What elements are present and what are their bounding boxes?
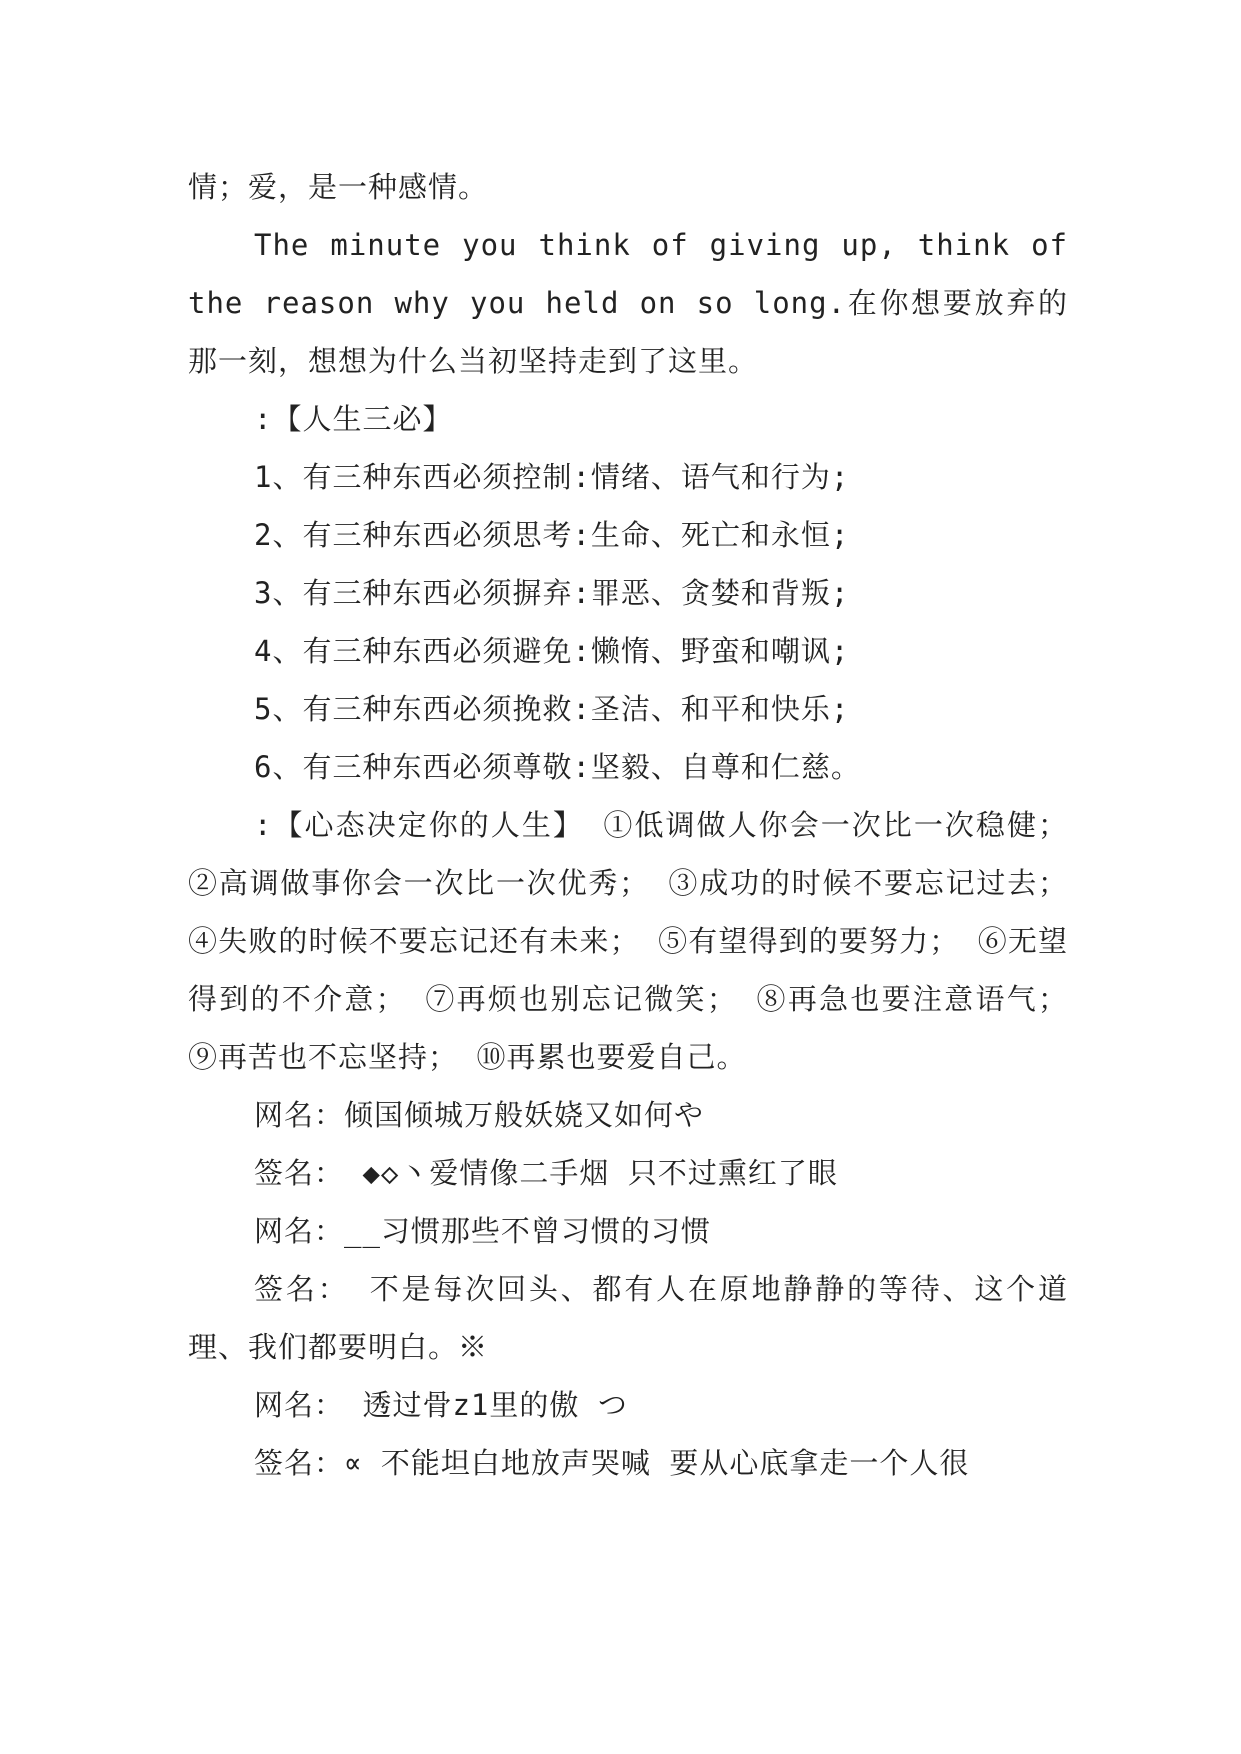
paragraph-mindset: :【心态决定你的人生】 ①低调做人你会一次比一次稳健； ②高调做事你会一次比一次优秀； ③成功的时候不要忘记过去； ④失败的时候不要忘记还有未来； ⑤有望得到的要努力； ⑥无望得到的不介意； ⑦再烦也别忘记微笑； ⑧再急也要注意语气； ⑨再苦也不忘坚持； ⑩再累也要爱自己。 bbox=[188, 808, 1068, 1074]
nickname-1: 网名：倾国倾城万般妖娆又如何や bbox=[254, 1098, 705, 1132]
section-heading-life: :【人生三必】 bbox=[254, 402, 453, 436]
paragraph-2: The minute you think of giving up, think of the reason why you held on so long.在你想要放弃的那一刻，想想为什么当初坚持走到了这里。 bbox=[188, 228, 1068, 378]
list-item-2: 2、有三种东西必须思考:生命、死亡和永恒; bbox=[254, 518, 850, 552]
list-item-6: 6、有三种东西必须尊敬:坚毅、自尊和仁慈。 bbox=[254, 750, 861, 784]
paragraph-1: 情；爱，是一种感情。 bbox=[188, 170, 489, 204]
document-body bbox=[188, 158, 1068, 1492]
signature-2: 签名： 不是每次回头、都有人在原地静静的等待、这个道理、我们都要明白。※ bbox=[188, 1272, 1068, 1364]
list-item-4: 4、有三种东西必须避免:懒惰、野蛮和嘲讽; bbox=[254, 634, 850, 668]
list-item-5: 5、有三种东西必须挽救:圣洁、和平和快乐; bbox=[254, 692, 850, 726]
nickname-2: 网名：__习惯那些不曾习惯的习惯 bbox=[254, 1214, 711, 1248]
list-item-3: 3、有三种东西必须摒弃:罪恶、贪婪和背叛; bbox=[254, 576, 850, 610]
signature-1: 签名： ◆◇丶爱情像二手烟 只不过熏红了眼 bbox=[254, 1156, 838, 1190]
list-item-1: 1、有三种东西必须控制:情绪、语气和行为; bbox=[254, 460, 850, 494]
signature-3: 签名：∝ 不能坦白地放声哭喊 要从心底拿走一个人很 bbox=[254, 1446, 970, 1480]
nickname-3: 网名： 透过骨z1里的傲 つ bbox=[254, 1388, 628, 1422]
